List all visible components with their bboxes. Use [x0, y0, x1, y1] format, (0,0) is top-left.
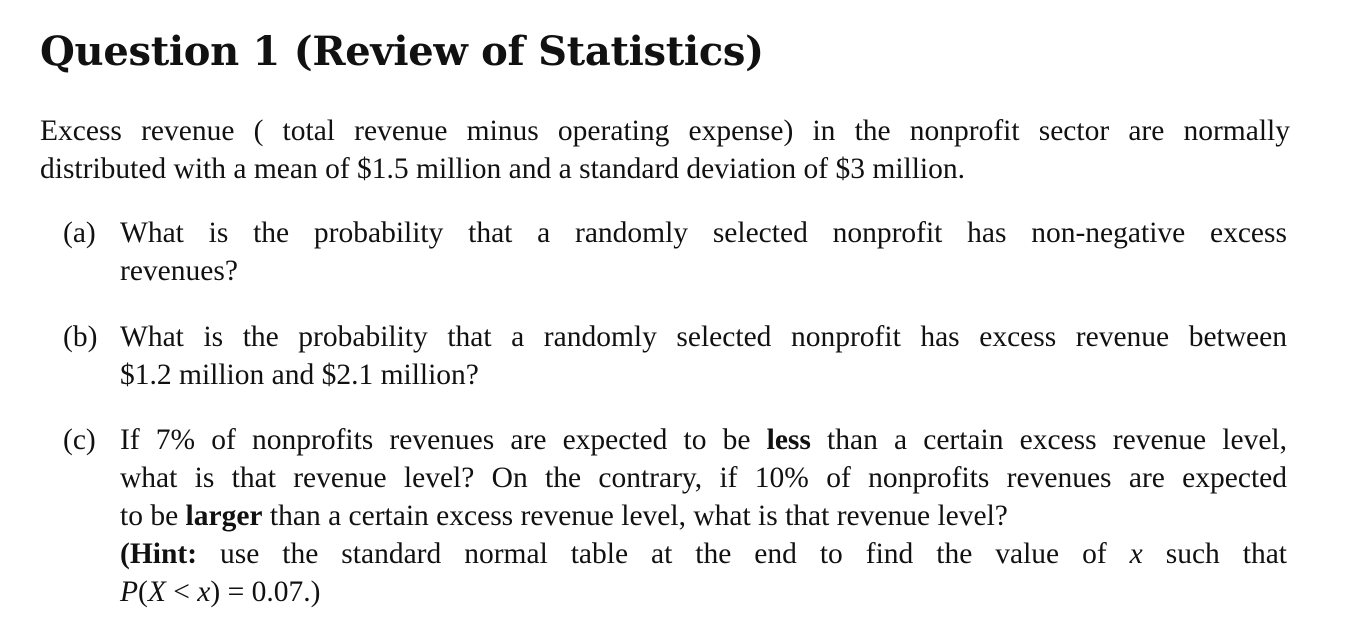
- hint-text: use the standard normal table at the end to find the value of: [197, 538, 1130, 570]
- eq-P: P: [120, 576, 139, 608]
- part-b-line-1: What is the probability that a randomly selected nonprofit has excess revenue between: [120, 321, 1287, 353]
- part-c-bold-less: less: [766, 424, 811, 456]
- part-c-line-1: [120, 421, 1287, 459]
- eq-rest: ) = 0.07.): [210, 576, 321, 608]
- part-a-line-2: revenues?: [120, 255, 238, 287]
- hint-tail: such that: [1142, 538, 1287, 570]
- part-c-hint-line: [120, 535, 1287, 573]
- eq-open-paren: (: [138, 576, 148, 608]
- part-b-line-2: $1.2 million and $2.1 million?: [120, 359, 479, 391]
- part-c-line-1-post: than a certain excess revenue level,: [810, 424, 1287, 456]
- eq-less-than: <: [165, 576, 198, 608]
- part-c-line-3-post: than a certain excess revenue level, what is that revenue level?: [262, 500, 1008, 532]
- part-c-marker: (c): [63, 424, 96, 456]
- part-c-line-3: [120, 497, 1287, 535]
- part-b-text: [120, 318, 1287, 394]
- part-a-text: [120, 214, 1287, 290]
- part-c-hint-equation: [120, 573, 1287, 611]
- hint-label: Hint:: [129, 538, 198, 570]
- intro-line-2: distributed with a mean of $1.5 million and a standard deviation of $3 million.: [40, 153, 965, 185]
- eq-x: x: [197, 576, 211, 608]
- part-c-line-3-pre: to be: [120, 500, 186, 532]
- part-a-marker: (a): [63, 217, 96, 249]
- intro-line-1: Excess revenue ( total revenue minus operating expense) in the nonprofit sector are normally: [40, 115, 1290, 147]
- hint-variable-x: x: [1129, 538, 1143, 570]
- hint-open-paren: (: [120, 538, 130, 570]
- part-c-line-2: what is that revenue level? On the contrary, if 10% of nonprofits revenues are expected: [120, 462, 1287, 494]
- page-title: Question 1 (Review of Statistics): [40, 28, 764, 75]
- part-a-line-1: What is the probability that a randomly selected nonprofit has non-negative excess: [120, 217, 1287, 249]
- eq-X: X: [147, 576, 166, 608]
- part-c-text: [120, 421, 1287, 611]
- intro-paragraph: [40, 112, 1290, 188]
- part-c-bold-larger: larger: [185, 500, 263, 532]
- part-c-line-1-pre: If 7% of nonprofits revenues are expected to be: [120, 424, 767, 456]
- part-b-marker: (b): [63, 321, 98, 353]
